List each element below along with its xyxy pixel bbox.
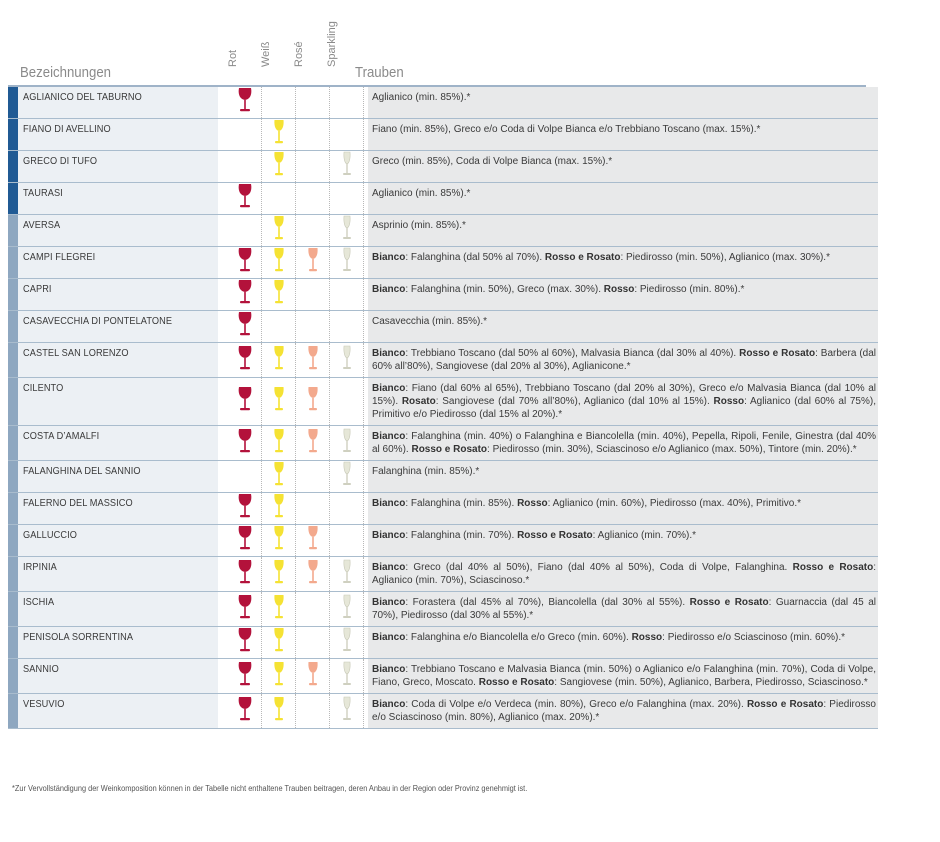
spacer — [218, 215, 228, 247]
wine-name — [18, 183, 218, 215]
region-bar — [8, 215, 18, 247]
table-row — [8, 461, 878, 493]
rose-wine-glass-icon — [305, 525, 321, 551]
white-wine-glass-icon — [271, 525, 287, 551]
wine-type-label: Rosso — [603, 284, 635, 295]
rose-wine-glass-icon — [305, 559, 321, 585]
wine-name — [18, 343, 218, 378]
red-wine-glass-icon — [237, 87, 253, 113]
spacer — [218, 343, 228, 378]
glass-cell-weiss — [262, 87, 296, 119]
wine-name — [18, 525, 218, 557]
table-row — [8, 183, 878, 215]
header-trauben: Trauben — [355, 64, 404, 81]
glass-cell-rot — [228, 659, 262, 694]
trauben-cell: Bianco: Trebbiano Toscano (dal 50% al 60%), Malvasia Bianca (dal 30% al 40%). Rosso e Rosato: Barbera (dal 60% all’80%), Sangiovese (dal 20% al 30%), Aglianicone.* — [368, 343, 878, 378]
table-row — [8, 426, 878, 461]
glass-cell-rose — [296, 279, 330, 311]
trauben-cell: Bianco: Falanghina (dal 50% al 70%). Rosso e Rosato: Piedirosso (min. 50%), Aglianico (max. 30%).* — [368, 247, 878, 279]
wine-type-label: Rosso e Rosato — [411, 444, 488, 455]
wine-name-text: PENISOLA SORRENTINA — [23, 632, 134, 643]
wine-type-label: Rosso e Rosato — [689, 597, 769, 608]
glass-cell-rot — [228, 694, 262, 729]
wine-type-label: Bianco — [372, 699, 406, 710]
glass-cell-sparkling — [330, 311, 364, 343]
glass-cell-rot — [228, 426, 262, 461]
red-wine-glass-icon — [237, 428, 253, 454]
glass-cell-rose — [296, 592, 330, 627]
wine-type-label: Bianco — [372, 530, 406, 541]
red-wine-glass-icon — [237, 345, 253, 371]
white-wine-glass-icon — [271, 594, 287, 620]
wine-type-label: Rosso — [631, 632, 663, 643]
white-wine-glass-icon — [271, 215, 287, 241]
table-row — [8, 694, 878, 729]
glass-cell-rot — [228, 311, 262, 343]
footnote: *Zur Vervollständigung der Weinkomposition können in der Tabelle nicht enthaltene Trauben beitragen, deren Anbau in der Region oder Provinz genehmigt ist. — [12, 784, 528, 793]
wine-type-label: Rosso e Rosato — [517, 530, 593, 541]
trauben-cell: Bianco: Greco (dal 40% al 50%), Fiano (dal 40% al 50%), Coda di Volpe, Falanghina. Rosso e Rosato: Aglianico (min. 70%), Sciascinoso.* — [368, 557, 878, 592]
table-row — [8, 151, 878, 183]
glass-cell-rose — [296, 627, 330, 659]
wine-name-text: IRPINIA — [23, 562, 57, 573]
glass-cell-rot — [228, 247, 262, 279]
wine-name — [18, 426, 218, 461]
wine-type-label: Rosso — [713, 396, 745, 407]
wine-name — [18, 119, 218, 151]
sparkling-glass-icon — [339, 661, 355, 687]
wine-name-text: CAPRI — [23, 284, 52, 295]
table-row — [8, 493, 878, 525]
wine-name — [18, 493, 218, 525]
red-wine-glass-icon — [237, 661, 253, 687]
glass-cell-rose — [296, 151, 330, 183]
glass-cell-rose — [296, 119, 330, 151]
glass-cell-weiss — [262, 311, 296, 343]
wine-name-text: TAURASI — [23, 188, 63, 199]
spacer — [218, 525, 228, 557]
region-bar — [8, 627, 18, 659]
table-row — [8, 627, 878, 659]
spacer — [218, 659, 228, 694]
glass-cell-rose — [296, 493, 330, 525]
red-wine-glass-icon — [237, 311, 253, 337]
sparkling-glass-icon — [339, 151, 355, 177]
wine-name — [18, 592, 218, 627]
trauben-cell: Greco (min. 85%), Coda di Volpe Bianca (max. 15%).* — [368, 151, 878, 183]
wine-name — [18, 151, 218, 183]
wine-type-label: Bianco — [372, 284, 406, 295]
red-wine-glass-icon — [237, 183, 253, 209]
glass-cell-weiss — [262, 592, 296, 627]
header-sparkling: Sparkling — [326, 21, 338, 67]
glass-cell-sparkling — [330, 525, 364, 557]
glass-cell-rose — [296, 247, 330, 279]
region-bar — [8, 87, 18, 119]
glass-cell-weiss — [262, 151, 296, 183]
glass-cell-rot — [228, 343, 262, 378]
spacer — [218, 493, 228, 525]
wine-name-text: CAMPI FLEGREI — [23, 252, 96, 263]
glass-cell-sparkling — [330, 627, 364, 659]
table-row — [8, 119, 878, 151]
glass-cell-sparkling — [330, 151, 364, 183]
region-bar — [8, 151, 18, 183]
table-row — [8, 215, 878, 247]
sparkling-glass-icon — [339, 559, 355, 585]
wine-name-text: AGLIANICO DEL TABURNO — [23, 92, 142, 103]
glass-cell-sparkling — [330, 378, 364, 426]
red-wine-glass-icon — [237, 493, 253, 519]
red-wine-glass-icon — [237, 247, 253, 273]
glass-cell-sparkling — [330, 343, 364, 378]
glass-cell-weiss — [262, 183, 296, 215]
glass-cell-rot — [228, 461, 262, 493]
wine-name-text: COSTA D’AMALFI — [23, 431, 100, 442]
spacer — [218, 87, 228, 119]
wine-name — [18, 87, 218, 119]
wine-rows — [8, 87, 878, 729]
glass-cell-weiss — [262, 659, 296, 694]
glass-cell-rose — [296, 215, 330, 247]
sparkling-glass-icon — [339, 627, 355, 653]
spacer — [218, 461, 228, 493]
wine-type-label: Bianco — [372, 498, 406, 509]
white-wine-glass-icon — [271, 559, 287, 585]
white-wine-glass-icon — [271, 151, 287, 177]
glass-cell-sparkling — [330, 694, 364, 729]
wine-table — [8, 21, 876, 729]
trauben-cell: Bianco: Falanghina (min. 50%), Greco (max. 30%). Rosso: Piedirosso (min. 80%).* — [368, 279, 878, 311]
region-bar — [8, 461, 18, 493]
table-row — [8, 378, 878, 426]
wine-type-label: Rosso e Rosato — [746, 699, 824, 710]
region-bar — [8, 311, 18, 343]
region-bar — [8, 592, 18, 627]
wine-type-label: Bianco — [372, 431, 406, 442]
wine-type-label: Bianco — [372, 632, 406, 643]
rose-wine-glass-icon — [305, 345, 321, 371]
wine-name — [18, 694, 218, 729]
table-row — [8, 557, 878, 592]
rose-wine-glass-icon — [305, 247, 321, 273]
glass-cell-rot — [228, 493, 262, 525]
white-wine-glass-icon — [271, 661, 287, 687]
trauben-cell: Fiano (min. 85%), Greco e/o Coda di Volpe Bianca e/o Trebbiano Toscano (max. 15%).* — [368, 119, 878, 151]
glass-cell-sparkling — [330, 557, 364, 592]
glass-cell-rot — [228, 592, 262, 627]
glass-cell-rose — [296, 525, 330, 557]
wine-name-text: FIANO DI AVELLINO — [23, 124, 111, 135]
glass-cell-rose — [296, 426, 330, 461]
spacer — [218, 426, 228, 461]
glass-cell-rot — [228, 183, 262, 215]
glass-cell-weiss — [262, 694, 296, 729]
wine-type-label: Bianco — [372, 562, 406, 573]
glass-cell-weiss — [262, 378, 296, 426]
glass-cell-rose — [296, 461, 330, 493]
trauben-cell: Bianco: Trebbiano Toscano e Malvasia Bianca (min. 50%) o Aglianico e/o Falanghina (min. 70%), Coda di Volpe, Fiano, Greco, Moscato. Rosso e Rosato: Sangiovese (min. 50%), Aglianico, Barbera, Piedirosso, Sciascinoso.* — [368, 659, 878, 694]
wine-type-label: Rosato — [401, 396, 436, 407]
spacer — [218, 311, 228, 343]
red-wine-glass-icon — [237, 279, 253, 305]
red-wine-glass-icon — [237, 559, 253, 585]
wine-name-text: GRECO DI TUFO — [23, 156, 98, 167]
trauben-cell: Bianco: Fiano (dal 60% al 65%), Trebbiano Toscano (dal 20% al 30%), Greco e/o Malvasia Bianca (dal 10% al 15%). Rosato: Sangiovese (dal 70% all’80%), Aglianico (dal 10% al 15%). Rosso: Aglianico (dal 60% al 75%), Primitivo e/o Piedirosso (dal 15% al 20%).* — [368, 378, 878, 426]
spacer — [218, 279, 228, 311]
wine-type-label: Bianco — [372, 348, 406, 359]
trauben-cell: Bianco: Falanghina (min. 40%) o Falanghina e Biancolella (min. 40%), Pepella, Ripoli, Fenile, Ginestra (dal 40% al 60%). Rosso e Rosato: Piedirosso (min. 30%), Sciascinoso e/o Aglianico (max. 50%), Tintore (min. 20%).* — [368, 426, 878, 461]
trauben-cell: Bianco: Falanghina e/o Biancolella e/o Greco (min. 60%). Rosso: Piedirosso e/o Sciascinoso (min. 60%).* — [368, 627, 878, 659]
sparkling-glass-icon — [339, 428, 355, 454]
glass-cell-rose — [296, 659, 330, 694]
wine-name-text: CASAVECCHIA DI PONTELATONE — [23, 316, 173, 327]
white-wine-glass-icon — [271, 493, 287, 519]
wine-type-label: Rosso — [517, 498, 548, 509]
wine-type-label: Rosso e Rosato — [739, 348, 816, 359]
region-bar — [8, 493, 18, 525]
wine-name — [18, 659, 218, 694]
wine-type-label: Bianco — [372, 597, 406, 608]
glass-cell-rose — [296, 343, 330, 378]
glass-cell-weiss — [262, 627, 296, 659]
wine-name — [18, 557, 218, 592]
glass-cell-rot — [228, 119, 262, 151]
glass-cell-rose — [296, 557, 330, 592]
trauben-cell: Aglianico (min. 85%).* — [368, 183, 878, 215]
wine-type-label: Bianco — [372, 383, 406, 394]
glass-cell-sparkling — [330, 215, 364, 247]
wine-name — [18, 378, 218, 426]
table-row — [8, 592, 878, 627]
red-wine-glass-icon — [237, 525, 253, 551]
wine-name-text: CASTEL SAN LORENZO — [23, 348, 129, 359]
glass-cell-rot — [228, 378, 262, 426]
glass-cell-rot — [228, 215, 262, 247]
table-row — [8, 343, 878, 378]
red-wine-glass-icon — [237, 627, 253, 653]
table-row — [8, 525, 878, 557]
glass-cell-weiss — [262, 525, 296, 557]
glass-cell-weiss — [262, 119, 296, 151]
trauben-cell: Bianco: Falanghina (min. 70%). Rosso e Rosato: Aglianico (min. 70%).* — [368, 525, 878, 557]
region-bar — [8, 659, 18, 694]
glass-cell-sparkling — [330, 87, 364, 119]
glass-cell-rot — [228, 557, 262, 592]
sparkling-glass-icon — [339, 215, 355, 241]
table-header — [8, 21, 866, 87]
white-wine-glass-icon — [271, 279, 287, 305]
glass-cell-sparkling — [330, 592, 364, 627]
spacer — [218, 183, 228, 215]
region-bar — [8, 694, 18, 729]
wine-name — [18, 311, 218, 343]
glass-cell-rot — [228, 87, 262, 119]
header-rose: Rosé — [293, 41, 305, 67]
wine-name-text: SANNIO — [23, 664, 59, 675]
glass-cell-rot — [228, 279, 262, 311]
spacer — [218, 119, 228, 151]
rose-wine-glass-icon — [305, 661, 321, 687]
white-wine-glass-icon — [271, 247, 287, 273]
table-row — [8, 659, 878, 694]
region-bar — [8, 119, 18, 151]
red-wine-glass-icon — [237, 594, 253, 620]
sparkling-glass-icon — [339, 696, 355, 722]
rose-wine-glass-icon — [305, 428, 321, 454]
white-wine-glass-icon — [271, 345, 287, 371]
wine-name-text: AVERSA — [23, 220, 61, 231]
glass-cell-rot — [228, 525, 262, 557]
spacer — [218, 151, 228, 183]
glass-cell-rose — [296, 183, 330, 215]
table-row — [8, 247, 878, 279]
glass-cell-sparkling — [330, 119, 364, 151]
glass-cell-sparkling — [330, 659, 364, 694]
glass-cell-rose — [296, 87, 330, 119]
rose-wine-glass-icon — [305, 386, 321, 412]
wine-name-text: ISCHIA — [23, 597, 55, 608]
glass-cell-sparkling — [330, 183, 364, 215]
white-wine-glass-icon — [271, 119, 287, 145]
red-wine-glass-icon — [237, 696, 253, 722]
trauben-cell: Casavecchia (min. 85%).* — [368, 311, 878, 343]
glass-cell-sparkling — [330, 247, 364, 279]
wine-name — [18, 247, 218, 279]
red-wine-glass-icon — [237, 386, 253, 412]
white-wine-glass-icon — [271, 461, 287, 487]
wine-name — [18, 215, 218, 247]
region-bar — [8, 557, 18, 592]
glass-cell-sparkling — [330, 493, 364, 525]
table-row — [8, 279, 878, 311]
sparkling-glass-icon — [339, 594, 355, 620]
region-bar — [8, 343, 18, 378]
wine-type-label: Bianco — [372, 252, 406, 263]
glass-cell-weiss — [262, 557, 296, 592]
wine-name-text: CILENTO — [23, 383, 64, 394]
table-row — [8, 87, 878, 119]
glass-cell-weiss — [262, 247, 296, 279]
spacer — [218, 378, 228, 426]
spacer — [218, 592, 228, 627]
glass-cell-rose — [296, 694, 330, 729]
white-wine-glass-icon — [271, 627, 287, 653]
wine-type-label: Bianco — [372, 664, 406, 675]
region-bar — [8, 378, 18, 426]
glass-cell-rot — [228, 627, 262, 659]
trauben-cell: Aglianico (min. 85%).* — [368, 87, 878, 119]
wine-type-label: Rosso e Rosato — [792, 562, 874, 573]
trauben-cell: Bianco: Coda di Volpe e/o Verdeca (min. 80%), Greco e/o Falanghina (max. 20%). Rosso e Rosato: Piedirosso e/o Sciascinoso (min. 80%), Aglianico (max. 20%).* — [368, 694, 878, 729]
wine-name — [18, 461, 218, 493]
region-bar — [8, 525, 18, 557]
region-bar — [8, 279, 18, 311]
sparkling-glass-icon — [339, 247, 355, 273]
wine-type-label: Rosso e Rosato — [478, 677, 555, 688]
header-bezeichnungen: Bezeichnungen — [20, 64, 112, 81]
glass-cell-weiss — [262, 215, 296, 247]
spacer — [218, 694, 228, 729]
wine-name — [18, 627, 218, 659]
region-bar — [8, 247, 18, 279]
glass-cell-rose — [296, 311, 330, 343]
region-bar — [8, 426, 18, 461]
glass-cell-sparkling — [330, 461, 364, 493]
glass-cell-weiss — [262, 279, 296, 311]
wine-name — [18, 279, 218, 311]
wine-name-text: GALLUCCIO — [23, 530, 78, 541]
region-bar — [8, 183, 18, 215]
glass-cell-weiss — [262, 343, 296, 378]
spacer — [218, 557, 228, 592]
glass-cell-weiss — [262, 461, 296, 493]
table-row — [8, 311, 878, 343]
glass-cell-rose — [296, 378, 330, 426]
trauben-cell: Asprinio (min. 85%).* — [368, 215, 878, 247]
spacer — [218, 627, 228, 659]
glass-cell-rot — [228, 151, 262, 183]
spacer — [218, 247, 228, 279]
sparkling-glass-icon — [339, 461, 355, 487]
white-wine-glass-icon — [271, 696, 287, 722]
wine-type-label: Rosso e Rosato — [544, 252, 621, 263]
glass-cell-weiss — [262, 426, 296, 461]
glass-cell-weiss — [262, 493, 296, 525]
glass-cell-sparkling — [330, 426, 364, 461]
white-wine-glass-icon — [271, 428, 287, 454]
glass-cell-sparkling — [330, 279, 364, 311]
wine-name-text: FALANGHINA DEL SANNIO — [23, 466, 141, 477]
wine-name-text: VESUVIO — [23, 699, 65, 710]
trauben-cell: Bianco: Falanghina (min. 85%). Rosso: Aglianico (min. 60%), Piedirosso (max. 40%), Primitivo.* — [368, 493, 878, 525]
trauben-cell: Falanghina (min. 85%).* — [368, 461, 878, 493]
header-rot: Rot — [227, 49, 239, 67]
white-wine-glass-icon — [271, 386, 287, 412]
sparkling-glass-icon — [339, 345, 355, 371]
trauben-cell: Bianco: Forastera (dal 45% al 70%), Biancolella (dal 30% al 55%). Rosso e Rosato: Guarnaccia (dal 45 al 70%), Piedirosso (dal 30% al 55%).* — [368, 592, 878, 627]
header-weiss: Weiß — [260, 41, 272, 67]
wine-name-text: FALERNO DEL MASSICO — [23, 498, 133, 509]
